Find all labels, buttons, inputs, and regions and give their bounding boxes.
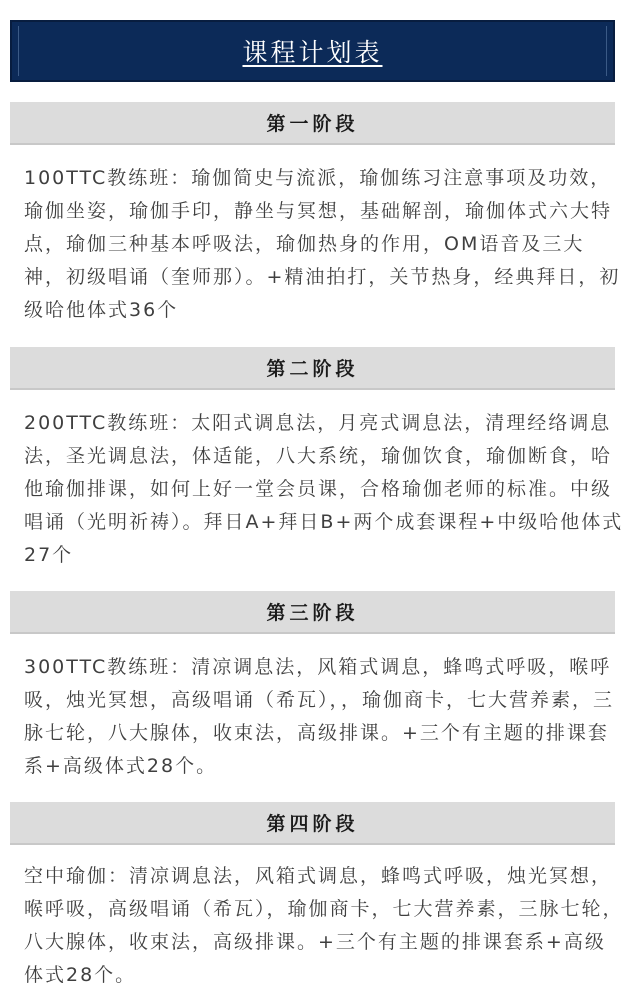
section-title: 第二阶段	[266, 358, 359, 380]
section-title: 第三阶段	[266, 602, 359, 624]
section-header-1	[10, 102, 615, 145]
section-header-2	[10, 347, 615, 390]
title-banner	[10, 20, 615, 82]
page-title: 课程计划表	[242, 38, 383, 67]
section-body-3: 300TTC教练班：清凉调息法，风箱式调息，蜂鸣式呼吸，喉呼吸，烛光冥想，高级唱诵（希瓦），，瑜伽商卡，七大营养素，三脉七轮，八大腺体，收束法，高级排课。+三个有主题的排课套系+高级体式28个。	[24, 656, 615, 777]
section-header-3	[10, 591, 615, 634]
section-header-4	[10, 802, 615, 845]
section-title: 第四阶段	[266, 813, 359, 835]
section-body-1: 100TTC教练班：瑜伽简史与流派，瑜伽练习注意事项及功效，瑜伽坐姿，瑜伽手印，静坐与冥想，基础解剖，瑜伽体式六大特点，瑜伽三种基本呼吸法，瑜伽热身的作用，OM语音及三大神，初级唱诵（奎师那）。+精油拍打，关节热身，经典拜日，初级哈他体式36个	[24, 167, 621, 321]
section-body-4: 空中瑜伽：清凉调息法，风箱式调息，蜂鸣式呼吸，烛光冥想，喉呼吸，高级唱诵（希瓦），瑜伽商卡，七大营养素，三脉七轮，八大腺体，收束法，高级排课。+三个有主题的排课套系+高级体式28个。	[24, 865, 624, 986]
section-title: 第一阶段	[266, 113, 359, 135]
section-body-2: 200TTC教练班：太阳式调息法，月亮式调息法，清理经络调息法，圣光调息法，体适能，八大系统，瑜伽饮食，瑜伽断食，哈他瑜伽排课，如何上好一堂会员课，合格瑜伽老师的标准。中级唱诵（光明祈祷）。拜日A+拜日B+两个成套课程+中级哈他体式27个	[24, 412, 624, 566]
